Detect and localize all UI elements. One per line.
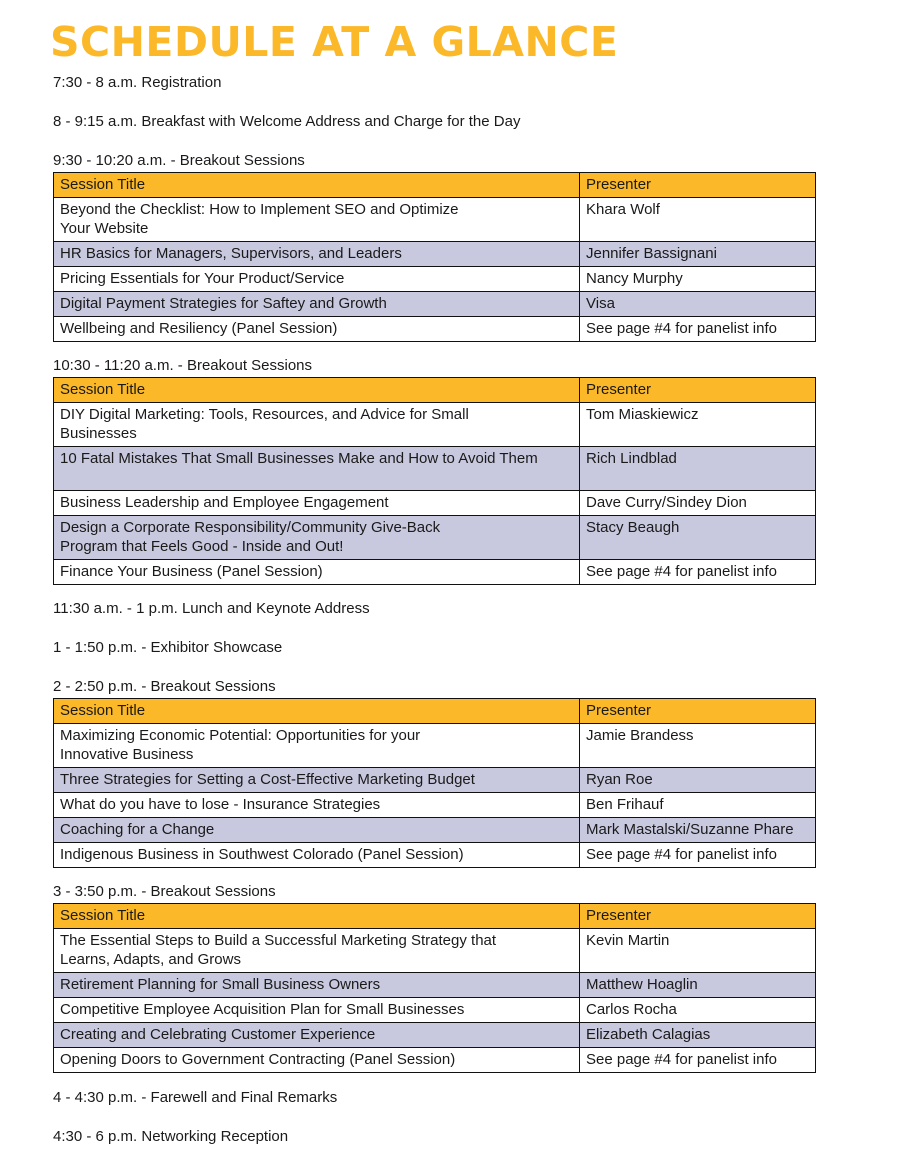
presenter-cell: Carlos Rocha <box>580 998 816 1023</box>
session-title-header: Session Title <box>54 378 580 403</box>
session-title-cell: Pricing Essentials for Your Product/Service <box>54 267 580 292</box>
presenter-cell: See page #4 for panelist info <box>580 317 816 342</box>
table-header-row <box>54 904 816 929</box>
session-title-cell: Finance Your Business (Panel Session) <box>54 560 580 585</box>
presenter-cell: Rich Lindblad <box>580 447 816 491</box>
session-title-header: Session Title <box>54 699 580 724</box>
session-title-line: Learns, Adapts, and Grows <box>60 951 241 968</box>
table-row <box>54 403 816 447</box>
table-row <box>54 768 816 793</box>
table-row <box>54 998 816 1023</box>
presenter-header: Presenter <box>580 378 816 403</box>
breakout-table-2 <box>53 377 816 585</box>
table-row <box>54 491 816 516</box>
presenter-cell: Visa <box>580 292 816 317</box>
presenter-cell: Ryan Roe <box>580 768 816 793</box>
presenter-header: Presenter <box>580 173 816 198</box>
table-header-row <box>54 378 816 403</box>
schedule-line-breakout-4: 3 - 3:50 p.m. - Breakout Sessions <box>53 883 276 900</box>
table-row <box>54 1048 816 1073</box>
presenter-cell: Stacy Beaugh <box>580 516 816 560</box>
table-row <box>54 292 816 317</box>
session-title-cell: Business Leadership and Employee Engagement <box>54 491 580 516</box>
session-title-header: Session Title <box>54 904 580 929</box>
session-title-cell: HR Basics for Managers, Supervisors, and Leaders <box>54 242 580 267</box>
breakout-table-3 <box>53 698 816 868</box>
schedule-line-registration: 7:30 - 8 a.m. Registration <box>53 74 222 91</box>
presenter-cell: Kevin Martin <box>580 929 816 973</box>
presenter-cell: See page #4 for panelist info <box>580 843 816 868</box>
session-title-cell: What do you have to lose - Insurance Strategies <box>54 793 580 818</box>
session-title-line: Maximizing Economic Potential: Opportunities for your <box>60 727 421 744</box>
schedule-line-lunch: 11:30 a.m. - 1 p.m. Lunch and Keynote Address <box>53 600 370 617</box>
presenter-header: Presenter <box>580 699 816 724</box>
table-row <box>54 1023 816 1048</box>
presenter-cell: Elizabeth Calagias <box>580 1023 816 1048</box>
session-title-cell <box>54 516 580 560</box>
presenter-cell: Jennifer Bassignani <box>580 242 816 267</box>
table-row <box>54 242 816 267</box>
presenter-cell: Nancy Murphy <box>580 267 816 292</box>
presenter-cell: See page #4 for panelist info <box>580 560 816 585</box>
session-title-cell: Retirement Planning for Small Business Owners <box>54 973 580 998</box>
table-row <box>54 317 816 342</box>
session-title-cell <box>54 724 580 768</box>
session-title-line: The Essential Steps to Build a Successful Marketing Strategy that <box>60 932 497 949</box>
presenter-cell: Tom Miaskiewicz <box>580 403 816 447</box>
table-row <box>54 560 816 585</box>
schedule-line-exhibitor: 1 - 1:50 p.m. - Exhibitor Showcase <box>53 639 283 656</box>
presenter-cell: Ben Frihauf <box>580 793 816 818</box>
schedule-line-farewell: 4 - 4:30 p.m. - Farewell and Final Remarks <box>53 1089 338 1106</box>
table-header-row <box>54 173 816 198</box>
schedule-line-breakfast: 8 - 9:15 a.m. Breakfast with Welcome Address and Charge for the Day <box>53 113 521 130</box>
table-row <box>54 447 816 491</box>
table-row <box>54 973 816 998</box>
session-title-cell <box>54 929 580 973</box>
session-title-line: Innovative Business <box>60 746 194 763</box>
session-title-line: Program that Feels Good - Inside and Out! <box>60 538 344 555</box>
session-title-cell: Three Strategies for Setting a Cost-Effective Marketing Budget <box>54 768 580 793</box>
table-header-row <box>54 699 816 724</box>
session-title-cell: Coaching for a Change <box>54 818 580 843</box>
presenter-header: Presenter <box>580 904 816 929</box>
session-title-cell: Opening Doors to Government Contracting (Panel Session) <box>54 1048 580 1073</box>
table-row <box>54 724 816 768</box>
presenter-cell: Mark Mastalski/Suzanne Phare <box>580 818 816 843</box>
table-row <box>54 516 816 560</box>
presenter-cell: Matthew Hoaglin <box>580 973 816 998</box>
schedule-line-networking: 4:30 - 6 p.m. Networking Reception <box>53 1128 289 1145</box>
session-title-cell: 10 Fatal Mistakes That Small Businesses Make and How to Avoid Them <box>54 447 580 491</box>
session-title-line: Businesses <box>60 425 137 442</box>
breakout-table-1 <box>53 172 816 342</box>
presenter-cell: See page #4 for panelist info <box>580 1048 816 1073</box>
breakout-table-4 <box>53 903 816 1073</box>
session-title-cell <box>54 403 580 447</box>
table-row <box>54 198 816 242</box>
page-title: SCHEDULE AT A GLANCE <box>50 18 619 66</box>
session-title-cell: Competitive Employee Acquisition Plan for Small Businesses <box>54 998 580 1023</box>
schedule-line-breakout-1: 9:30 - 10:20 a.m. - Breakout Sessions <box>53 152 305 169</box>
session-title-line: Design a Corporate Responsibility/Community Give-Back <box>60 519 441 536</box>
schedule-line-breakout-3: 2 - 2:50 p.m. - Breakout Sessions <box>53 678 276 695</box>
schedule-line-breakout-2: 10:30 - 11:20 a.m. - Breakout Sessions <box>53 357 313 374</box>
session-title-cell: Indigenous Business in Southwest Colorado (Panel Session) <box>54 843 580 868</box>
presenter-cell: Jamie Brandess <box>580 724 816 768</box>
session-title-line: DIY Digital Marketing: Tools, Resources, and Advice for Small <box>60 406 469 423</box>
session-title-line: Beyond the Checklist: How to Implement SEO and Optimize <box>60 201 459 218</box>
session-title-cell: Wellbeing and Resiliency (Panel Session) <box>54 317 580 342</box>
presenter-cell: Dave Curry/Sindey Dion <box>580 491 816 516</box>
table-row <box>54 267 816 292</box>
session-title-line: Your Website <box>60 220 149 237</box>
table-row <box>54 843 816 868</box>
table-row <box>54 929 816 973</box>
table-row <box>54 793 816 818</box>
session-title-cell: Digital Payment Strategies for Saftey and Growth <box>54 292 580 317</box>
session-title-cell: Creating and Celebrating Customer Experience <box>54 1023 580 1048</box>
session-title-cell <box>54 198 580 242</box>
presenter-cell: Khara Wolf <box>580 198 816 242</box>
table-row <box>54 818 816 843</box>
session-title-header: Session Title <box>54 173 580 198</box>
